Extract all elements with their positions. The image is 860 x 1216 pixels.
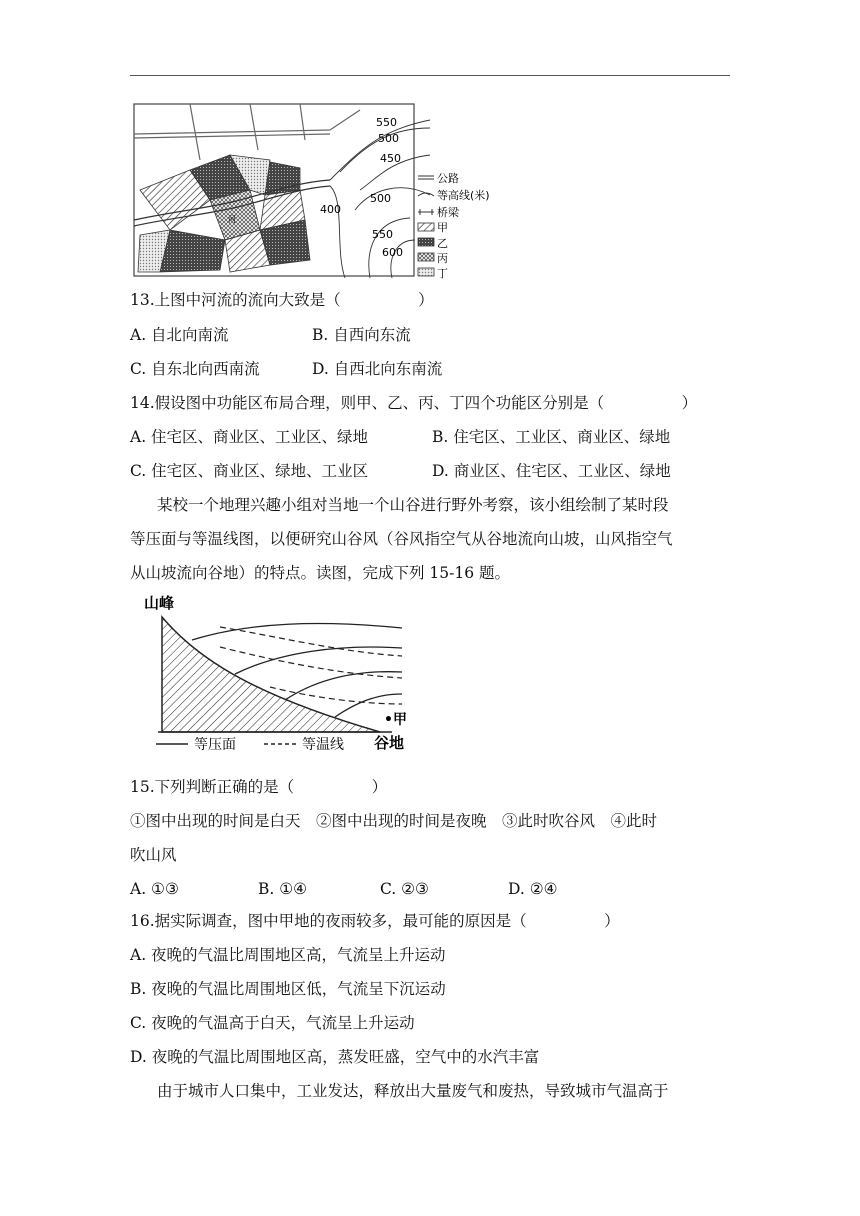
q14-option-a: A. 住宅区、商业区、工业区、绿地 — [130, 428, 369, 446]
contour-label-550-top: 550 — [376, 116, 397, 129]
q14-option-b: B. 住宅区、工业区、商业区、绿地 — [432, 428, 671, 446]
q15-statements-2: 吹山风 — [130, 846, 177, 864]
q16-option-b: B. 夜晚的气温比周围地区低，气流呈下沉运动 — [130, 980, 446, 998]
valley-wind-diagram — [140, 592, 422, 754]
label-peak: 山峰 — [144, 594, 175, 612]
legend-contour: 等高线(米) — [437, 189, 490, 202]
legend-road: 公路 — [437, 172, 459, 185]
map-legend — [418, 172, 490, 280]
q16-option-d: D. 夜晚的气温比周围地区高，蒸发旺盛，空气中的水汽丰富 — [130, 1048, 540, 1066]
contour-label-400: 400 — [320, 203, 341, 216]
q13-stem: 13.上图中河流的流向大致是（ ） — [130, 291, 434, 309]
river-label: 河 — [228, 215, 236, 224]
passage-line-1: 某校一个地理兴趣小组对当地一个山谷进行野外考察，该小组绘制了某时段 — [157, 496, 669, 514]
q14-option-d: D. 商业区、住宅区、工业区、绿地 — [432, 462, 671, 480]
passage2-line-1: 由于城市人口集中，工业发达，释放出大量废气和废热，导致城市气温高于 — [157, 1082, 669, 1100]
contour-label-500-top: 500 — [378, 132, 399, 145]
contour-label-600: 600 — [382, 246, 403, 259]
q16-stem: 16.据实际调查，图中甲地的夜雨较多，最可能的原因是（ ） — [130, 912, 620, 930]
q13-option-b: B. 自西向东流 — [312, 326, 411, 344]
legend-bing: 丙 — [437, 252, 448, 265]
q13-option-d: D. 自西北向东南流 — [312, 360, 443, 378]
q13-option-c: C. 自东北向西南流 — [130, 360, 260, 378]
q15-option-a: A. ①③ — [130, 880, 179, 898]
legend-bridge: 桥梁 — [437, 206, 459, 219]
passage-line-2: 等压面与等温线图，以便研究山谷风（谷风指空气从谷地流向山坡，山风指空气 — [130, 530, 673, 548]
contour-label-500-mid: 500 — [370, 192, 391, 205]
legend-isotherm: 等温线 — [302, 737, 344, 753]
legend-isobar: 等压面 — [194, 737, 236, 753]
functional-zone-map — [130, 100, 502, 282]
q16-option-a: A. 夜晚的气温比周围地区高，气流呈上升运动 — [130, 946, 446, 964]
legend-jia: 甲 — [437, 221, 448, 234]
q14-option-c: C. 住宅区、商业区、绿地、工业区 — [130, 462, 369, 480]
contour-label-450: 450 — [380, 152, 401, 165]
q16-option-c: C. 夜晚的气温高于白天，气流呈上升运动 — [130, 1014, 415, 1032]
point-jia: •甲 — [384, 712, 407, 728]
q13-option-a: A. 自北向南流 — [130, 326, 229, 344]
q14-stem: 14.假设图中功能区布局合理，则甲、乙、丙、丁四个功能区分别是（ ） — [130, 394, 698, 412]
passage-line-3: 从山坡流向谷地）的特点。读图，完成下列 15-16 题。 — [130, 564, 511, 582]
q15-option-b: B. ①④ — [258, 880, 308, 898]
q15-statements-1: ①图中出现的时间是白天 ②图中出现的时间是夜晚 ③此时吹谷风 ④此时 — [130, 812, 658, 830]
contour-label-550-low: 550 — [372, 228, 393, 241]
q15-option-c: C. ②③ — [380, 880, 429, 898]
header-rule — [130, 75, 730, 76]
q15-stem: 15.下列判断正确的是（ ） — [130, 778, 388, 796]
legend-ding: 丁 — [437, 267, 448, 280]
legend-yi: 乙 — [437, 237, 448, 250]
label-valley: 谷地 — [374, 734, 405, 752]
q15-option-d: D. ②④ — [508, 880, 558, 898]
